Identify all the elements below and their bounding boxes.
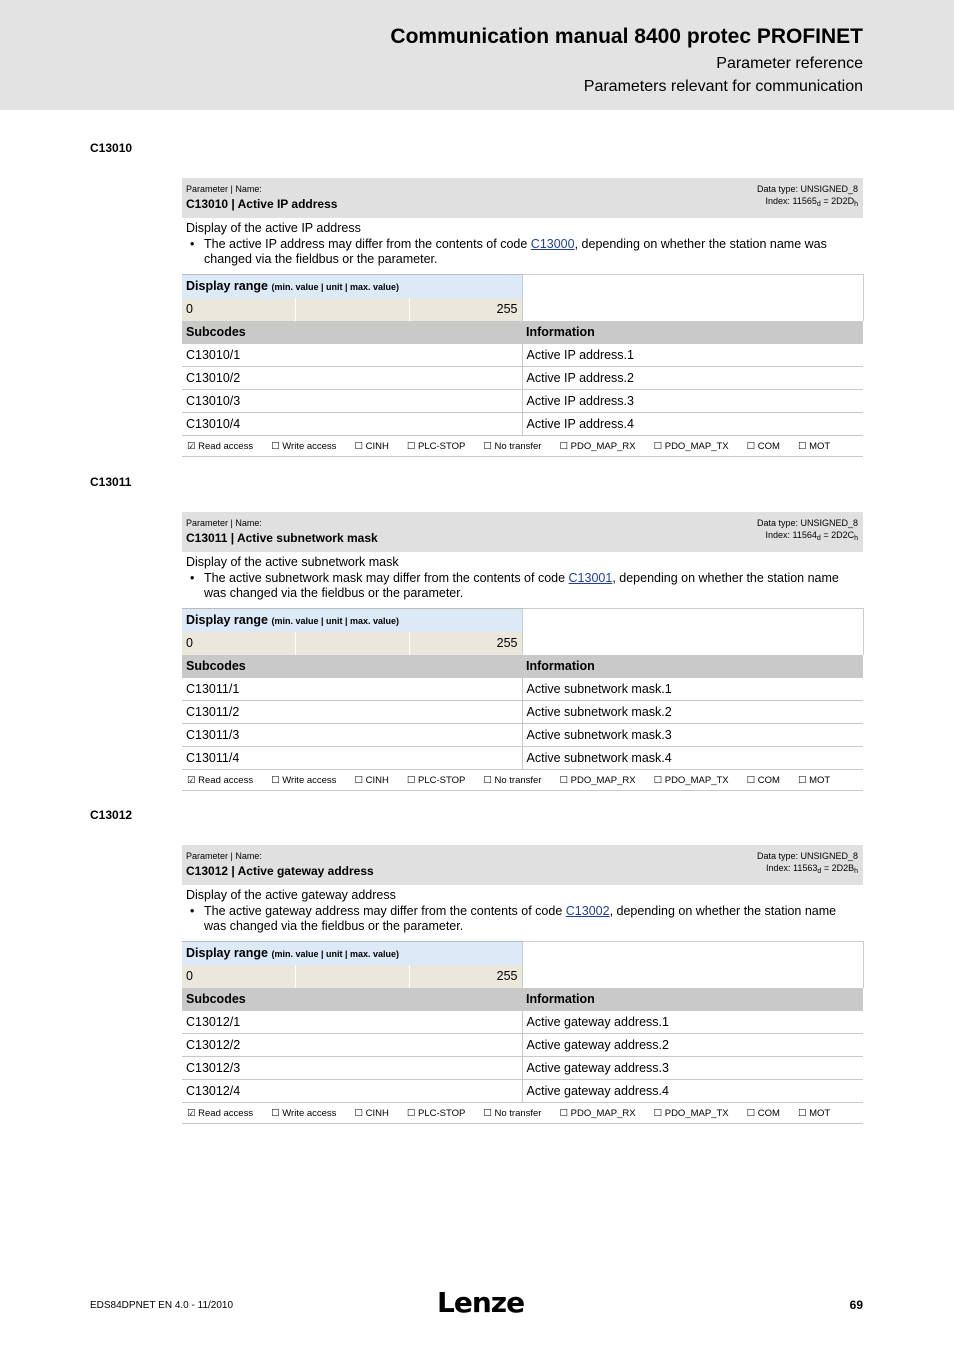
parameter-bar bbox=[182, 845, 863, 885]
subcode-cell: C13012/2 bbox=[182, 1034, 522, 1057]
parameter-name: C13010 | Active IP address bbox=[186, 197, 338, 211]
code-link[interactable]: C13000 bbox=[530, 237, 575, 251]
code-link[interactable]: C13002 bbox=[565, 904, 610, 918]
document-id: EDS84DPNET EN 4.0 - 11/2010 bbox=[90, 1300, 234, 1311]
access-flag: ☑ Read access bbox=[187, 440, 254, 452]
access-flag: ☐ PDO_MAP_TX bbox=[653, 440, 729, 452]
subcode-cell: C13010/1 bbox=[182, 344, 522, 367]
subcode-cell: C13010/4 bbox=[182, 413, 522, 436]
table-row bbox=[182, 724, 863, 747]
information-cell: Active subnetwork mask.2 bbox=[522, 701, 863, 724]
access-flag: ☐ COM bbox=[746, 440, 780, 452]
information-cell: Active gateway address.3 bbox=[522, 1057, 863, 1080]
code-link[interactable]: C13001 bbox=[568, 571, 613, 585]
access-flags bbox=[182, 770, 863, 791]
page-number: 69 bbox=[849, 1298, 863, 1312]
access-flag: ☐ PLC-STOP bbox=[406, 440, 466, 452]
access-flag: ☐ COM bbox=[746, 774, 780, 786]
access-flag: ☐ PLC-STOP bbox=[406, 774, 466, 786]
subcode-cell: C13011/4 bbox=[182, 747, 522, 770]
table-row bbox=[182, 1034, 863, 1057]
subcode-cell: C13012/1 bbox=[182, 1011, 522, 1034]
access-flag: ☐ No transfer bbox=[483, 440, 542, 452]
subcode-cell: C13012/4 bbox=[182, 1080, 522, 1103]
table-row bbox=[182, 344, 863, 367]
access-flag: ☐ PLC-STOP bbox=[406, 1107, 466, 1119]
description-bullet: • The active gateway address may differ from the contents of code C13002, depending on whether the station name was changed via the fieldbus or the parameter. bbox=[190, 904, 837, 933]
parameter-table bbox=[182, 274, 864, 436]
chapter-title: Parameter reference bbox=[716, 55, 863, 72]
subcodes-header: Subcodes bbox=[182, 988, 522, 1011]
data-type: Data type: UNSIGNED_8 bbox=[756, 518, 858, 528]
information-header: Information bbox=[522, 988, 863, 1011]
information-header: Information bbox=[522, 321, 863, 344]
access-flag: ☐ PDO_MAP_TX bbox=[653, 1107, 729, 1119]
parameter-heading: C13012 bbox=[90, 808, 133, 822]
display-range-header: Display range (min. value | unit | max. value) bbox=[182, 609, 522, 632]
document-title: Communication manual 8400 protec PROFINET bbox=[390, 25, 863, 48]
parameter-heading: C13011 bbox=[90, 475, 132, 489]
unit-value bbox=[295, 965, 409, 988]
description-bullet: • The active IP address may differ from the contents of code C13000, depending on whether the station name was changed via the fieldbus or the parameter. bbox=[190, 237, 827, 266]
access-flag: ☐ MOT bbox=[797, 440, 831, 452]
max-value: 255 bbox=[409, 298, 522, 321]
access-flag: ☐ MOT bbox=[797, 1107, 831, 1119]
parameter-label: Parameter | Name: bbox=[186, 851, 262, 861]
min-value: 0 bbox=[182, 298, 295, 321]
unit-value bbox=[295, 632, 409, 655]
parameter-name: C13012 | Active gateway address bbox=[186, 864, 374, 878]
parameter-table bbox=[182, 941, 864, 1103]
table-row bbox=[182, 413, 863, 436]
table-row bbox=[182, 678, 863, 701]
subcode-cell: C13011/2 bbox=[182, 701, 522, 724]
access-flag: ☐ MOT bbox=[797, 774, 831, 786]
description-line: Display of the active subnetwork mask bbox=[186, 555, 399, 569]
access-flag: ☐ CINH bbox=[354, 774, 389, 786]
subcode-cell: C13010/2 bbox=[182, 367, 522, 390]
display-range-header: Display range (min. value | unit | max. value) bbox=[182, 942, 522, 965]
parameter-index: Index: $11564_d = 2D2C_h$ bbox=[765, 530, 858, 542]
min-value: 0 bbox=[182, 632, 295, 655]
information-cell: Active subnetwork mask.4 bbox=[522, 747, 863, 770]
max-value: 255 bbox=[409, 632, 522, 655]
access-flag: ☐ CINH bbox=[354, 1107, 389, 1119]
parameter-label: Parameter | Name: bbox=[186, 184, 262, 194]
access-flag: ☑ Read access bbox=[187, 1107, 254, 1119]
information-header: Information bbox=[522, 655, 863, 678]
table-row bbox=[182, 1011, 863, 1034]
access-flags bbox=[182, 436, 863, 457]
table-row bbox=[182, 1080, 863, 1103]
access-flag: ☐ CINH bbox=[354, 440, 389, 452]
display-range-header: Display range (min. value | unit | max. value) bbox=[182, 275, 522, 298]
subcode-cell: C13012/3 bbox=[182, 1057, 522, 1080]
access-flag: ☐ No transfer bbox=[483, 1107, 542, 1119]
information-cell: Active IP address.1 bbox=[522, 344, 863, 367]
information-cell: Active IP address.4 bbox=[522, 413, 863, 436]
table-row bbox=[182, 390, 863, 413]
parameter-name: C13011 | Active subnetwork mask bbox=[186, 531, 378, 545]
table-row bbox=[182, 747, 863, 770]
data-type: Data type: UNSIGNED_8 bbox=[756, 851, 858, 861]
page-header bbox=[0, 0, 954, 110]
subcode-cell: C13011/3 bbox=[182, 724, 522, 747]
access-flag: ☐ No transfer bbox=[483, 774, 542, 786]
subcode-cell: C13011/1 bbox=[182, 678, 522, 701]
information-cell: Active IP address.2 bbox=[522, 367, 863, 390]
parameter-block bbox=[182, 512, 863, 791]
data-type: Data type: UNSIGNED_8 bbox=[756, 184, 858, 194]
min-value: 0 bbox=[182, 965, 295, 988]
table-row bbox=[182, 701, 863, 724]
parameter-bar bbox=[182, 512, 863, 552]
access-flag: ☐ Write access bbox=[271, 1107, 337, 1119]
access-flag: ☐ COM bbox=[746, 1107, 780, 1119]
lenze-logo: Lenze bbox=[437, 1286, 525, 1319]
information-cell: Active subnetwork mask.1 bbox=[522, 678, 863, 701]
access-flag: ☐ Write access bbox=[271, 440, 337, 452]
subcodes-header: Subcodes bbox=[182, 655, 522, 678]
table-row bbox=[182, 1057, 863, 1080]
parameter-description bbox=[182, 552, 863, 608]
description-bullet: • The active subnetwork mask may differ from the contents of code C13001, depending on whether the station name was changed via the fieldbus or the parameter. bbox=[190, 571, 839, 600]
information-cell: Active gateway address.4 bbox=[522, 1080, 863, 1103]
parameter-label: Parameter | Name: bbox=[186, 518, 262, 528]
description-line: Display of the active IP address bbox=[186, 221, 361, 235]
subcodes-header: Subcodes bbox=[182, 321, 522, 344]
description-line: Display of the active gateway address bbox=[186, 888, 396, 902]
parameter-index: Index: $11565_d = 2D2D_h$ bbox=[765, 196, 858, 208]
information-cell: Active gateway address.2 bbox=[522, 1034, 863, 1057]
information-cell: Active gateway address.1 bbox=[522, 1011, 863, 1034]
parameter-block bbox=[182, 845, 863, 1124]
access-flag: ☐ PDO_MAP_RX bbox=[559, 774, 636, 786]
access-flag: ☐ Write access bbox=[271, 774, 337, 786]
parameter-description bbox=[182, 218, 863, 274]
section-title: Parameters relevant for communication bbox=[583, 78, 863, 95]
parameter-index: Index: $11563_d = 2D2B_h$ bbox=[766, 863, 858, 875]
parameter-table bbox=[182, 608, 864, 770]
parameter-bar bbox=[182, 178, 863, 218]
unit-value bbox=[295, 298, 409, 321]
access-flag: ☐ PDO_MAP_RX bbox=[559, 1107, 636, 1119]
table-row bbox=[182, 367, 863, 390]
access-flag: ☐ PDO_MAP_RX bbox=[559, 440, 636, 452]
access-flag: ☑ Read access bbox=[187, 774, 254, 786]
parameter-description bbox=[182, 885, 863, 941]
parameter-heading: C13010 bbox=[90, 141, 133, 155]
max-value: 255 bbox=[409, 965, 522, 988]
access-flags bbox=[182, 1103, 863, 1124]
information-cell: Active subnetwork mask.3 bbox=[522, 724, 863, 747]
subcode-cell: C13010/3 bbox=[182, 390, 522, 413]
information-cell: Active IP address.3 bbox=[522, 390, 863, 413]
parameter-block bbox=[182, 178, 863, 457]
access-flag: ☐ PDO_MAP_TX bbox=[653, 774, 729, 786]
